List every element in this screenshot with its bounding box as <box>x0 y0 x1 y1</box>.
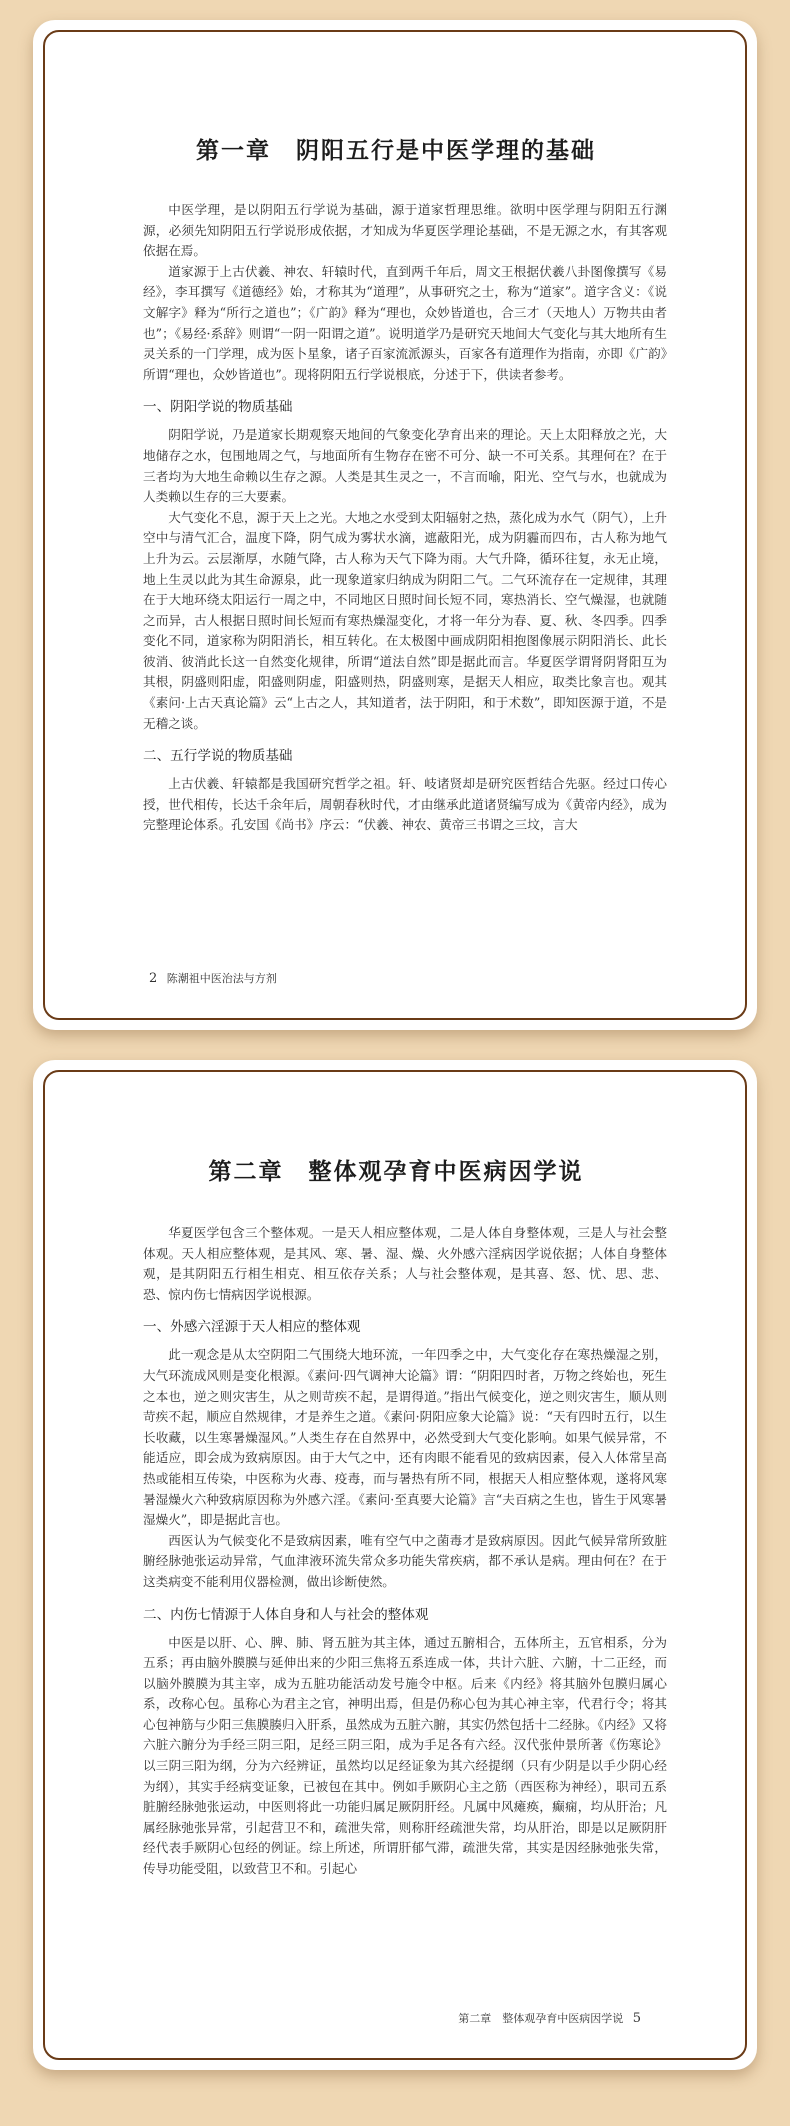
page-number: 2 <box>149 971 158 986</box>
paragraph: 西医认为气候变化不是致病因素，唯有空气中之菌毒才是致病原因。因此气候异常所致脏腑经脉弛张运动异常，气血津液环流失常众多功能失常疾病，都不承认是病。理由何在？在于这类病变不能利用仪器检测，做出诊断使然。 <box>143 1532 667 1589</box>
paragraph: 道家源于上古伏羲、神农、轩辕时代，直到两千年后，周文王根据伏羲八卦图像撰写《易经》，李耳撰写《道德经》始，才称其为“道理”，从事研究之士，称为“道家”。道字含义：《说文解字》释为“所行之道也”；《广韵》释为“理也，众妙皆道也，合三才（天地人）万物共由者也”；《易经·系辞》则谓“一阴一阳谓之道”。说明道学乃是研究天地间大气变化与其大地所有生灵关系的一门学理，成为医卜星象，诸子百家流派源头，百家各有道理作为指南，亦即《广韵》所谓“理也，众妙皆道也”。现将阴阳五行学说根底，分述于下，供读者参考。 <box>143 263 667 382</box>
page-footer <box>458 2010 647 2026</box>
page-number: 5 <box>632 2011 641 2026</box>
paragraph: 上古伏羲、轩辕都是我国研究哲学之祖。轩、岐诸贤却是研究医哲结合先驱。经过口传心授，世代相传，长达千余年后，周朝春秋时代，才由继承此道诸贤编写成为《黄帝内经》，成为完整理论体系。孔安国《尚书》序云：“伏羲、神农、黄帝三书谓之三坟，言大 <box>143 776 667 833</box>
paragraph: 中医学理，是以阴阳五行学说为基础，源于道家哲理思维。欲明中医学理与阴阳五行渊源，必须先知阴阳五行学说形成依据，才知成为华夏医学理论基础，不是无源之水，有其客观依据在焉。 <box>143 202 667 259</box>
page-body <box>143 1223 667 1880</box>
section-heading: 二、内伤七情源于人体自身和人与社会的整体观 <box>143 1606 429 1623</box>
running-title: 陈潮祖中医治法与方剂 <box>166 972 277 985</box>
page-footer <box>143 970 277 986</box>
paragraph: 华夏医学包含三个整体观。一是天人相应整体观，二是人体自身整体观，三是人与社会整体观。天人相应整体观，是其风、寒、暑、湿、燥、火外感六淫病因学说依据；人体自身整体观，是其阴阳五行相生相克、相互依存关系；人与社会整体观，是其喜、怒、忧、思、悲、恐、惊内伤七情病因学说根源。 <box>143 1225 667 1302</box>
paragraph: 此一观念是从太空阴阳二气围绕大地环流，一年四季之中，大气变化存在寒热燥湿之别，大气环流成风则是变化根源。《素问·四气调神大论篇》谓：“阴阳四时者，万物之终始也，死生之本也，逆之则灾害生，从之则苛疾不起，是谓得道。”指出气候变化，逆之则灾害生，顺从则苛疾不起，顺应自然规律，才是养生之道。《素问·阴阳应象大论篇》说：“天有四时五行，以生长收藏，以生寒暑燥湿风。”人类生存在自然界中，必然受到大气变化影响。如果气候异常，不能适应，即会成为致病原因。由于大气之中，还有肉眼不能看见的致病因素，侵入人体常呈高热或能相互传染，中医称为火毒、疫毒，而与暑热有所不同，根据天人相应整体观，遂将风寒暑湿燥火六种致病原因称为外感六淫。《素问·至真要大论篇》言“夫百病之生也，皆生于风寒暑湿燥火”，即是据此言也。 <box>143 1347 667 1528</box>
paragraph: 大气变化不息，源于天上之光。大地之水受到太阳辐射之热，蒸化成为水气（阴气），上升空中与清气汇合，温度下降，阴气成为雾状水滴，遮蔽阳光，成为阴霾而四布，古人称为地气上升为云。云层渐厚，水随气降，古人称为天气下降为雨。大气升降，循环往复，永无止境，地上生灵以此为其生命源泉，此一现象道家归纳成为阴阳二气。二气环流存在一定规律，其理在于大地环绕太阳运行一周之中，不同地区日照时间长短不同，寒热消长、空气燥湿，也就随之而异，古人根据日照时间长短而有寒热燥湿变化，才将一年分为春、夏、秋、冬四季。四季变化不同，道家称为阴阳消长，相互转化。在太极图中画成阴阳相抱图像展示阴阳消长、此长彼消、彼消此长这一自然变化规律，所谓“道法自然”即是据此而言。华夏医学谓肾阴肾阳互为其根，阴盛则阳虚，阳盛则阴虚，阳盛则热，阴盛则寒，是据天人相应，取类比象言也。观其《素问·上古天真论篇》云“上古之人，其知道者，法于阴阳，和于术数”，即知医源于道，不是无稽之谈。 <box>143 509 667 731</box>
chapter-title: 第一章 阴阳五行是中医学理的基础 <box>196 137 596 164</box>
page-body <box>143 200 667 836</box>
section-heading: 一、阴阳学说的物质基础 <box>143 399 293 416</box>
page-card-2 <box>33 1060 757 2070</box>
section-heading: 一、外感六淫源于天人相应的整体观 <box>143 1319 361 1336</box>
paragraph: 中医是以肝、心、脾、肺、肾五脏为其主体，通过五腑相合，五体所主，五官相系，分为五系；再由脑外膜膜与延伸出来的少阳三焦将五系连成一体，共计六脏、六腑，十二正经，而以脑外膜膜为其主宰，成为五脏功能活动发号施令中枢。后来《内经》将其脑外包膜归属心系，改称心包。虽称心为君主之官，神明出焉，但是仍称心包为其心神主宰，代君行令；将其心包神筋与少阳三焦膜腠归入肝系，虽然成为五脏六腑，其实仍然包括十二经脉。《内经》又将六脏六腑分为手经三阴三阳，足经三阴三阳，成为手足各有六经。汉代张仲景所著《伤寒论》以三阴三阳为纲，分为六经辨证，虽然均以足经证象为其六经提纲（只有少阴是以手少阴心经为纲），其实手经病变证象，已被包在其中。例如手厥阴心主之筋（西医称为神经），职司五系脏腑经脉弛张运动，中医则将此一功能归属足厥阴肝经。凡属中风瘫痪，癫痫，均从肝治；凡属经脉弛张异常，引起营卫不和，疏泄失常，则称肝经疏泄失常，均从肝治，即是以足厥阴肝经代表手厥阴心包经的例证。综上所述，所谓肝郁气滞，疏泄失常，其实是因经脉弛张失常，传导功能受阻，以致营卫不和。引起心 <box>143 1634 667 1877</box>
page-card-1 <box>33 20 757 1030</box>
running-title: 第二章 整体观孕育中医病因学说 <box>458 2012 624 2025</box>
book-page-2 <box>143 20 667 1030</box>
chapter-title: 第二章 整体观孕育中医病因学说 <box>208 1158 584 1185</box>
section-heading: 二、五行学说的物质基础 <box>143 748 293 765</box>
book-page-5 <box>143 1060 667 2070</box>
paragraph: 阴阳学说，乃是道家长期观察天地间的气象变化孕育出来的理论。天上太阳释放之光，大地储存之水，包围地周之气，与地面所有生物存在密不可分、缺一不可关系。其理何在？在于三者均为大地生命赖以生存之源。人类是其生灵之一，不言而喻，阳光、空气与水，也就成为人类赖以生存的三大要素。 <box>143 427 667 505</box>
